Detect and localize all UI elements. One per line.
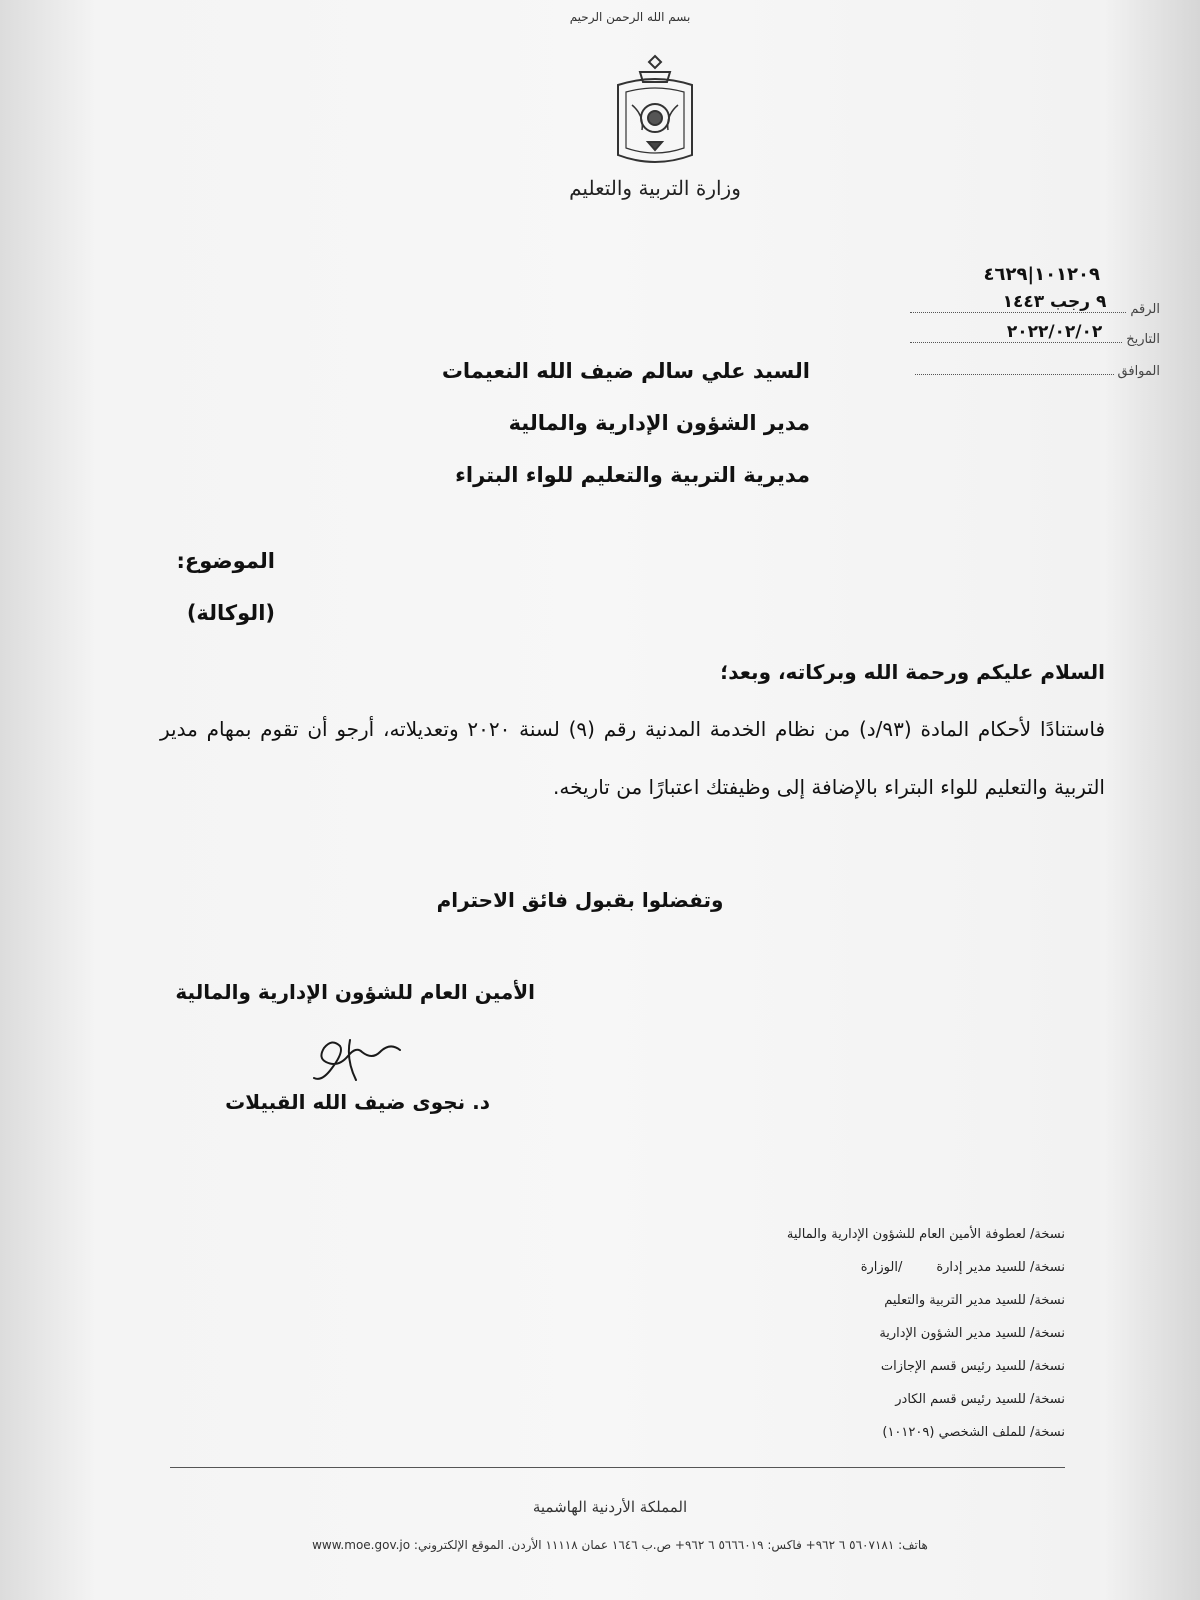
hijri-dotted-line: [910, 292, 1126, 313]
date-dotted-line: [910, 322, 1122, 343]
copy-item-extra: /الوزارة: [860, 1260, 903, 1275]
copy-item-text: نسخة/ للملف الشخصي (١٠١٢٠٩): [882, 1425, 1065, 1440]
corresponding-label: الموافق: [1117, 364, 1160, 379]
footer-divider: [170, 1467, 1065, 1468]
greeting-text: السلام عليكم ورحمة الله وبركاته، وبعد؛: [720, 660, 1105, 684]
subject-label: الموضوع:: [176, 549, 275, 573]
addressee-directorate: مديرية التربية والتعليم للواء البتراء: [455, 463, 810, 487]
footer-contact: هاتف: ٥٦٠٧١٨١ ٦ ٩٦٢+ فاكس: ٥٦٦٦٠١٩ ٦ ٩٦٢+ ص.ب ١٦٤٦ عمان ١١١١٨ الأردن. الموقع الإلكتروني: www.moe.gov.jo: [312, 1538, 928, 1552]
addressee-position: مدير الشؤون الإدارية والمالية: [508, 411, 810, 435]
copy-item-text: نسخة/ لعطوفة الأمين العام للشؤون الإدارية والمالية: [786, 1227, 1065, 1242]
handwritten-signature: [280, 1020, 410, 1090]
copy-item: [645, 1350, 1065, 1383]
copy-item-text: نسخة/ للسيد مدير التربية والتعليم: [884, 1293, 1065, 1308]
addressee-block: [410, 345, 810, 501]
copy-item-text: نسخة/ للسيد مدير إدارة: [936, 1260, 1065, 1275]
subject-value: (الوكالة): [186, 601, 275, 625]
copy-item: [645, 1416, 1065, 1449]
body-paragraph: فاستنادًا لأحكام المادة (٩٣/د) من نظام الخدمة المدنية رقم (٩) لسنة ٢٠٢٠ وتعديلاته، أرجو أن تقوم بمهام مدير التربية والتعليم للواء البتراء بالإضافة إلى وظيفتك اعتبارًا من تاريخه.: [160, 717, 1106, 799]
copy-item: [645, 1284, 1065, 1317]
addressee-name: السيد علي سالم ضيف الله النعيمات: [441, 359, 810, 383]
reference-number: ١٠١٢٠٩|٤٦٢٩: [983, 264, 1100, 285]
reference-hijri-row: [910, 292, 1160, 317]
signatory-title: الأمين العام للشؤون الإدارية والمالية: [175, 980, 535, 1004]
hijri-label: الرقم: [1130, 302, 1160, 317]
copy-item: [645, 1383, 1065, 1416]
copy-item-text: نسخة/ للسيد رئيس قسم الإجازات: [880, 1359, 1065, 1374]
closing-text: وتفضلوا بقبول فائق الاحترام: [436, 888, 724, 912]
copy-item: [645, 1218, 1065, 1251]
footer-kingdom: المملكة الأردنية الهاشمية: [532, 1498, 688, 1516]
copy-item: [645, 1317, 1065, 1350]
jordan-coat-of-arms-icon: [610, 50, 700, 170]
hijri-date-value: ٩ رجب ١٤٤٣: [1002, 292, 1107, 312]
signatory-name: د. نجوى ضيف الله القبيلات: [225, 1090, 490, 1114]
bismillah-text: بسم الله الرحمن الرحيم: [569, 10, 691, 24]
date-label: التاريخ: [1126, 332, 1160, 347]
corresponding-dotted-line: [915, 360, 1114, 375]
reference-date-row: [910, 322, 1160, 347]
copies-list: [645, 1218, 1065, 1449]
copy-item-text: نسخة/ للسيد رئيس قسم الكادر: [895, 1392, 1065, 1407]
copy-item: [645, 1251, 1065, 1284]
copy-item-text: نسخة/ للسيد مدير الشؤون الإدارية: [879, 1326, 1065, 1341]
subject-block: [15, 535, 275, 639]
gregorian-date-value: ٢٠٢٢/٠٢/٠٢: [1006, 322, 1103, 342]
ministry-name: وزارة التربية والتعليم: [569, 176, 741, 200]
reference-corresponding-row: [915, 360, 1160, 379]
